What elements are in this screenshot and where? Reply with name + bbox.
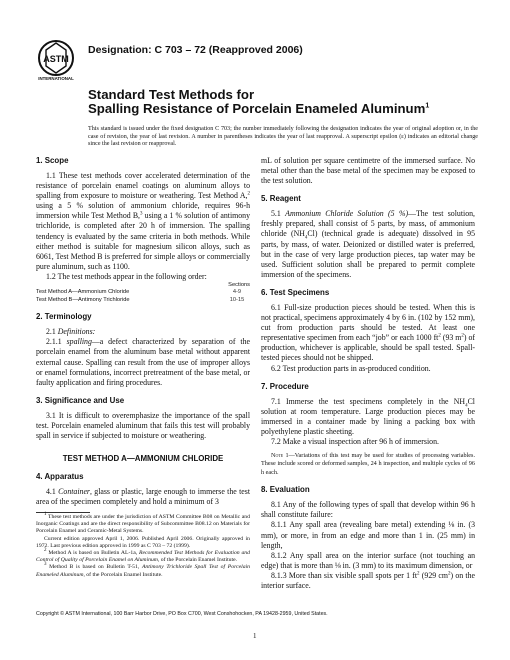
title-line-1: Standard Test Methods for [88, 87, 255, 102]
para-8-1-2: 8.1.2 Any spall area on the interior surface (not touching an edge) that is more than ⅛ in. (3 mm) to its maximum dimension, or [261, 550, 475, 570]
sections-table [36, 282, 250, 304]
para-7-2: 7.2 Make a visual inspection after 96 h of immersion. [271, 436, 439, 446]
para-8-1-3: 8.1.3 More than six visible spall spots per 1 $ft^2$ (929 $cm^2$) on the interior surface. [261, 570, 475, 591]
astm-logo [34, 38, 78, 82]
para-4-1: 4.1 Container, glass or plastic, large enough to immerse the test area of the specimen completely and hold a minimum of 3 [36, 487, 251, 507]
section-2-heading: 2. Terminology [36, 312, 92, 322]
footnotes [36, 514, 250, 579]
logo-text: INTERNATIONAL [38, 76, 74, 81]
para-2-1-1: 2.1.1 spalling—a defect characterized by separation of the porcelain enamel from the aluminum base metal without apparent external cause. Spalling can result from the use of improper alloys or enamel formulations, incorrect pretreatment of the base metal, or faulty application and firing procedures. [36, 337, 250, 387]
page-number: 1 [253, 632, 257, 640]
para-6-1: 6.1 Full-size production pieces should be tested. When this is not practical, specimens approximately 4 by 6 in. (102 by 152 mm), cut from production parts should be tested. At least one representative specimen from each “job” or each 1000 $ft^2$ (93 $m^2$) of production, whichever is applicable, should be spall tested. Spall-tested pieces should not be shipped. [261, 302, 476, 363]
para-6-2: 6.2 Test production parts in as-produced condition. [271, 363, 431, 373]
section-3-heading: 3. Significance and Use [36, 395, 125, 405]
para-2-1: 2.1 Definitions: [46, 327, 96, 337]
para-4-1-continued: mL of solution per square centimetre of the immersed surface. No metal other than the base metal of the specimen may be exposed to the test solution. [261, 156, 475, 186]
footnote-3: $^3$ Method B is based on Bulletin T-51, Antimony Trichloride Spall Test of Porcelain Enameled Aluminum, of the Porcelain Enamel Institute. [36, 562, 250, 578]
svg-text:ASTM: ASTM [43, 54, 69, 64]
section-1-heading: 1. Scope [36, 156, 69, 165]
copyright: Copyright © ASTM International, 100 Barr Harbor Drive, PO Box C700, West Conshohocken, PA 19428-2959, United States. [36, 611, 328, 617]
title-line-2: Spalling Resistance of Porcelain Enameled Aluminum$^1$ [88, 101, 430, 116]
title-footnote-ref: 1 [425, 102, 430, 110]
left-column [36, 156, 250, 507]
sections-table-header: Sections [228, 282, 250, 289]
para-8-1-1: 8.1.1 Any spall area (revealing bare metal) extending ⅛ in. (3 mm), or more, in from an edge and more than 1 in. (25 mm) in length, [261, 520, 475, 550]
designation: Designation: C 703 – 72 (Reapproved 2006) [88, 44, 303, 56]
note-1: Note 1—Variations of this test may be used for studies of processing variables. These include scored or deformed samples, 24 h inspection, and multiple cycles of 96 h each. [261, 452, 475, 476]
section-6-heading: 6. Test Specimens [261, 287, 330, 297]
table-row: Test Method B—Antimony Trichloride 10-15 [36, 296, 245, 303]
section-8-heading: 8. Evaluation [261, 485, 310, 495]
section-7-heading: 7. Procedure [261, 381, 309, 391]
para-7-1: 7.1 Immerse the test specimens completely in the $NH_4Cl$ solution at room temperature. Large production pieces may be immersed in a container made by lining a packing box with polyethylene plastic sheeting. [261, 396, 475, 436]
section-5-heading: 5. Reagent [261, 194, 301, 204]
right-column [261, 156, 475, 591]
page-title [88, 88, 478, 116]
section-4-heading: 4. Apparatus [36, 472, 84, 482]
footnote-1-edition: Current edition approved April 1, 2006. Published April 2006. Originally approved in 1972. Last previous edition approved in 1999 as C 703 – 72 (1999). [36, 535, 250, 549]
footnote-1: $^1$ These test methods are under the jurisdiction of ASTM Committee B08 on Metallic and Inorganic Coatings and are the direct responsibility of Subcommittee B08.12 on Materials for Porcelain Enamel and Ceramic-Metal Systems. [36, 512, 250, 535]
issuance-notice: This standard is issued under the fixed designation C 703; the number immediately following the designation indicates the year of original adoption or, in the case of revision, the year of last revision. A number in parentheses indicates the year of last reapproval. A superscript epsilon (ε) indicates an editorial change since the last revision or reapproval. [88, 126, 478, 148]
footnote-2: $^2$ Method A is based on Bulletin AL-1a, Recommended Test Methods for Evaluation and Control of Quality of Porcelain Enamel on Aluminum, of the Porcelain Enamel Institute. [36, 548, 250, 564]
table-row: Test Method A—Ammonium Chloride 4-9 [36, 289, 242, 296]
para-1-2: 1.2 The test methods appear in the following order: [46, 271, 207, 281]
para-1-1: 1.1 These test methods cover accelerated determination of the resistance of porcelain enamel coatings on aluminum alloys to spalling from exposure to moisture or weathering. Test Method A,$^2$ using a 5 % solution of ammonium chloride, requires 96-h immersion while Test Method B,$^3$ using a 1 % solution of antimony trichloride, is completed after 20 h of immersion. The spalling tendency is evaluated by the same criteria in both methods. While either method is suitable for magnesium silicon alloys, such as 6061, Test Method B is preferred for simple alloys or commercially pure aluminum, such as 1100. [36, 171, 250, 271]
para-5-1: 5.1 Ammonium Chloride Solution (5 %)—The test solution, freshly prepared, shall consist of 5 parts, by mass, of ammonium chloride $(NH_4Cl)$ (technical grade is adequate) dissolved in 95 parts, by mass, of water. Deionized or distilled water is preferred, but in the case of very large production pieces, tap water may be used. Sufficient solution shall be prepared to permit complete immersion of the specimens. [261, 209, 475, 279]
para-8-1: 8.1 Any of the following types of spall that develop within 96 h shall constitute failure: [261, 500, 475, 520]
test-method-a-heading: TEST METHOD A—AMMONIUM CHLORIDE [62, 454, 224, 464]
para-3-1: 3.1 It is difficult to overemphasize the importance of the spall test. Porcelain enameled aluminum that fails this test will probably spall in service if subjected to moisture or weathering. [36, 410, 250, 440]
